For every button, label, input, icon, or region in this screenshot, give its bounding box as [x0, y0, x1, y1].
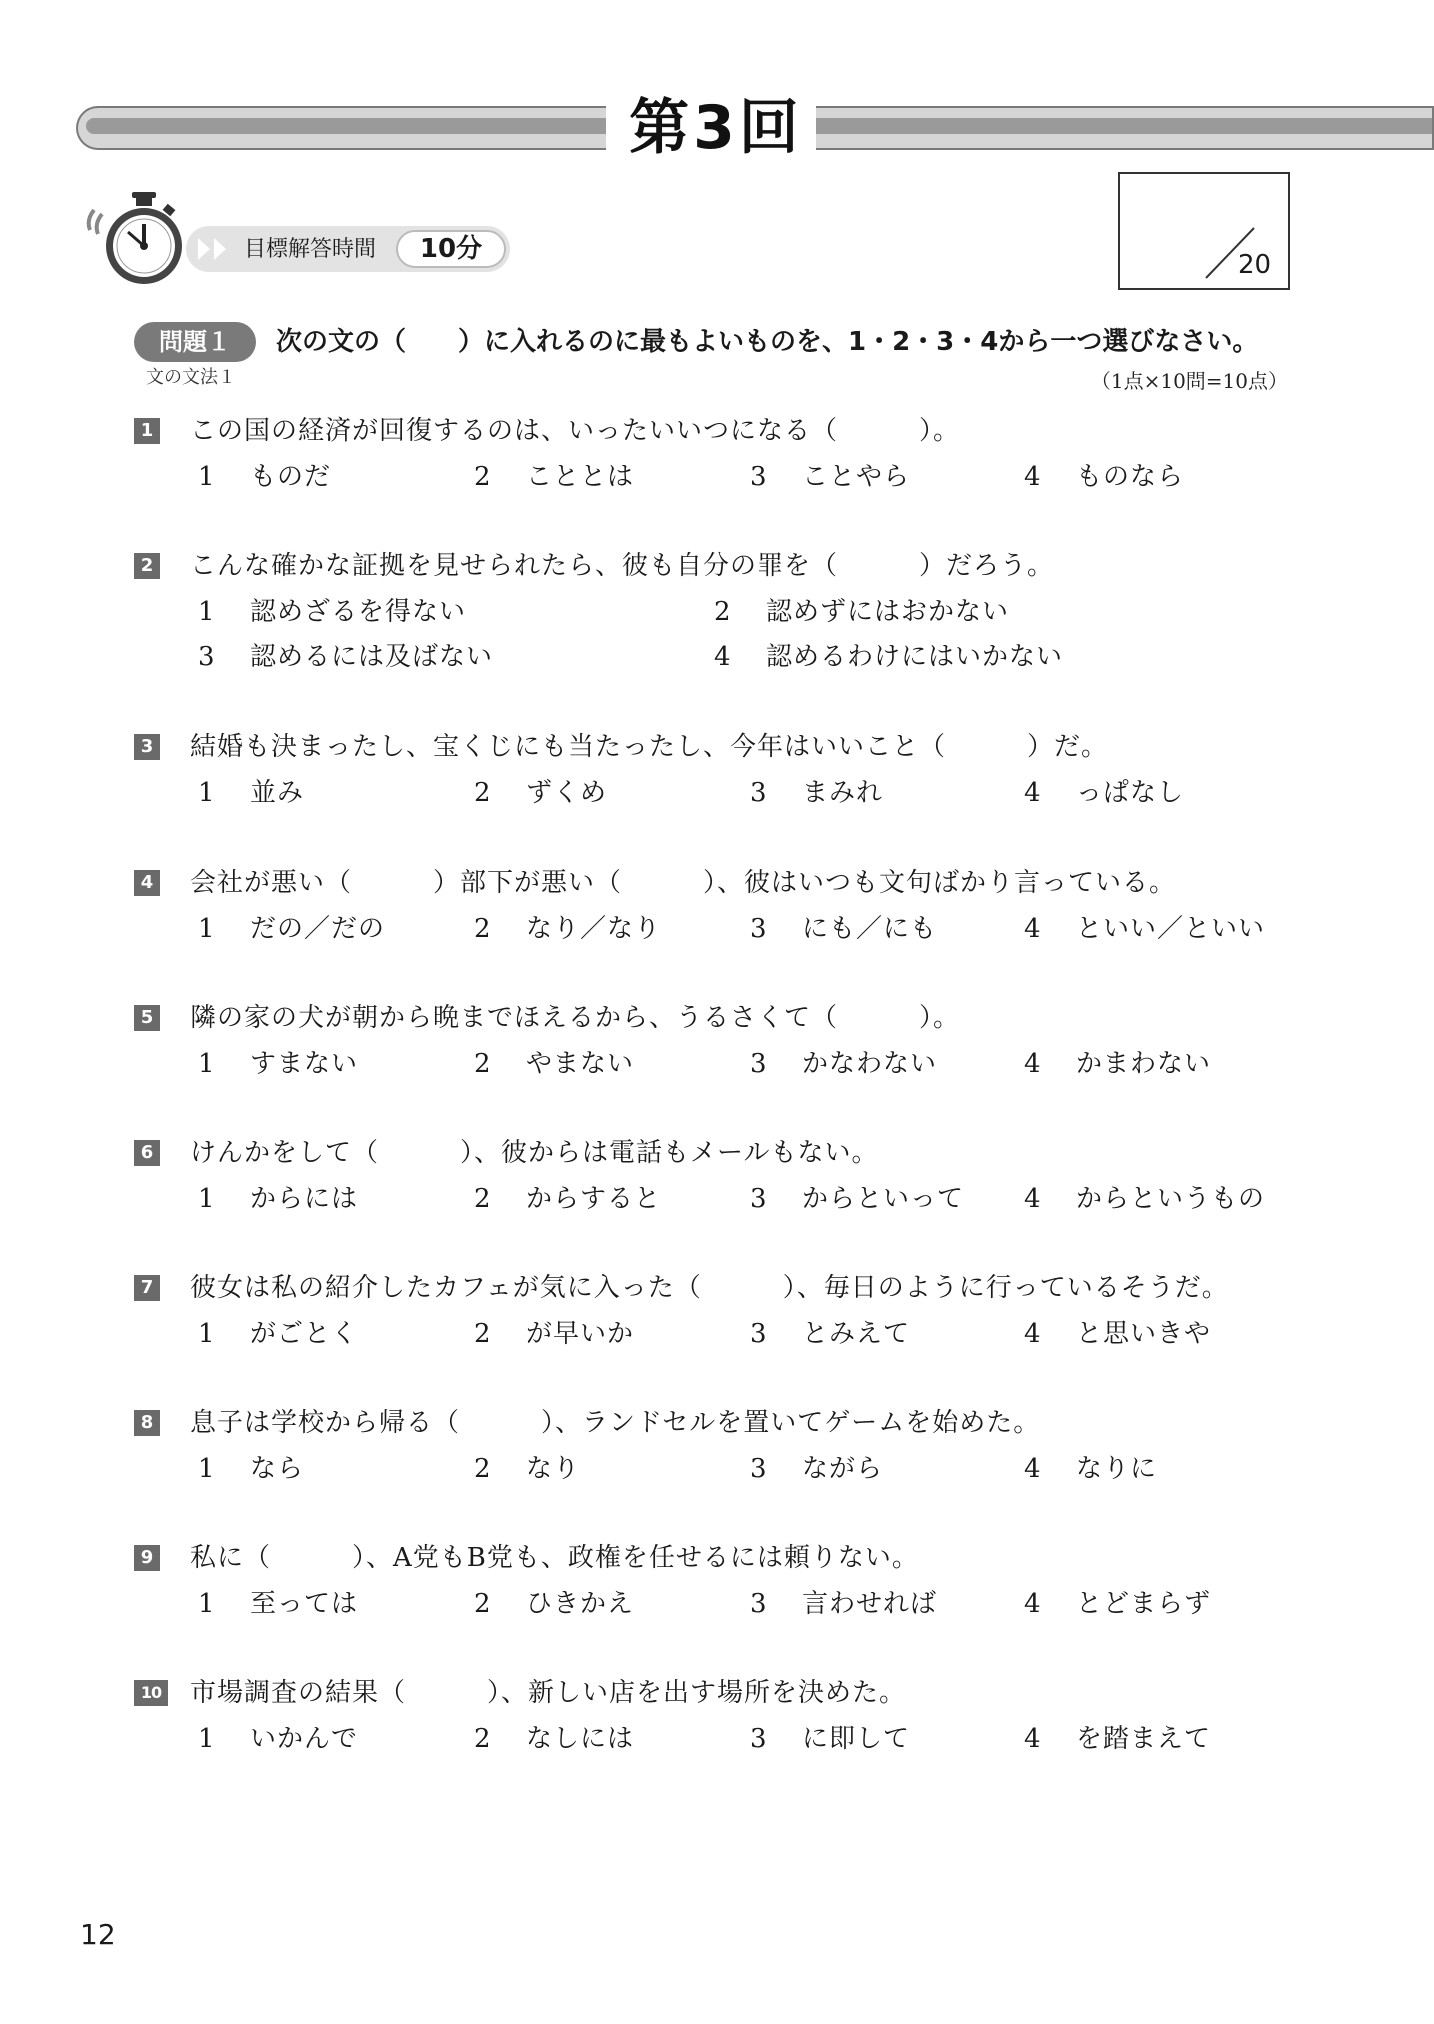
- option-2[interactable]: [474, 460, 634, 494]
- option-3[interactable]: [750, 1317, 910, 1351]
- option-text: だの／だの: [250, 914, 386, 944]
- option-2[interactable]: [474, 776, 607, 810]
- question-number: 9: [134, 1545, 160, 1571]
- question-text: 隣の家の犬が朝から晩までほえるから、うるさくて（ ）。: [190, 1003, 961, 1033]
- option-number: 4: [1024, 1589, 1042, 1619]
- option-2[interactable]: [474, 1587, 634, 1621]
- option-3[interactable]: [750, 776, 883, 810]
- option-2[interactable]: [474, 1182, 661, 1216]
- question-text: けんかをして（ ）、彼からは電話もメールもない。: [190, 1138, 879, 1168]
- option-number: 3: [750, 1319, 768, 1349]
- title-bar: [76, 93, 1434, 163]
- option-1[interactable]: [198, 1587, 358, 1621]
- option-text: ものなら: [1076, 462, 1185, 492]
- option-number: 1: [198, 1724, 216, 1754]
- option-number: 1: [198, 778, 216, 808]
- option-3[interactable]: [750, 1452, 883, 1486]
- option-text: すまない: [250, 1049, 359, 1079]
- double-chevron-right-icon: [196, 236, 236, 262]
- option-number: 4: [1024, 914, 1042, 944]
- option-number: 2: [474, 1454, 492, 1484]
- option-number: 3: [750, 1049, 768, 1079]
- option-4[interactable]: [1024, 1317, 1211, 1351]
- option-3[interactable]: [198, 640, 493, 674]
- option-text: なり: [526, 1454, 581, 1484]
- option-text: 認めるには及ばない: [250, 642, 494, 672]
- question-text: 結婚も決まったし、宝くじにも当たったし、今年はいいこと（ ）だ。: [190, 732, 1109, 762]
- question-text: 会社が悪い（ ）部下が悪い（ ）、彼はいつも文句ばかり言っている。: [190, 868, 1177, 898]
- option-3[interactable]: [750, 460, 910, 494]
- option-number: 2: [474, 778, 492, 808]
- question-text: こんな確かな証拠を見せられたら、彼も自分の罪を（ ）だろう。: [190, 551, 1055, 581]
- option-number: 2: [474, 1184, 492, 1214]
- option-number: 1: [198, 1319, 216, 1349]
- timer-value: 10分: [396, 230, 506, 268]
- option-4[interactable]: [1024, 460, 1184, 494]
- option-text: 並み: [250, 778, 305, 808]
- question-text: 私に（ ）、A党もB党も、政権を任せるには頼りない。: [190, 1543, 919, 1573]
- option-4[interactable]: [714, 640, 1063, 674]
- option-text: を踏まえて: [1076, 1724, 1212, 1754]
- option-text: からといって: [802, 1184, 965, 1214]
- option-text: からというもの: [1076, 1184, 1266, 1214]
- score-note: （1点×10問=10点）: [1090, 369, 1288, 393]
- option-1[interactable]: [198, 1722, 358, 1756]
- option-number: 1: [198, 1184, 216, 1214]
- option-number: 3: [750, 1589, 768, 1619]
- option-number: 4: [1024, 1724, 1042, 1754]
- question-number: 10: [134, 1680, 168, 1706]
- option-text: に即して: [802, 1724, 911, 1754]
- option-text: こととは: [526, 462, 635, 492]
- option-number: 4: [1024, 778, 1042, 808]
- option-number: 3: [750, 1454, 768, 1484]
- option-text: かなわない: [802, 1049, 938, 1079]
- question-number: 7: [134, 1275, 160, 1301]
- option-text: なりに: [1076, 1454, 1158, 1484]
- question-number: 1: [134, 418, 160, 444]
- option-1[interactable]: [198, 1047, 358, 1081]
- option-text: 言わせれば: [802, 1589, 938, 1619]
- option-number: 4: [1024, 1319, 1042, 1349]
- option-3[interactable]: [750, 912, 937, 946]
- stopwatch-icon: [84, 190, 194, 290]
- option-text: なら: [250, 1454, 305, 1484]
- option-text: がごとく: [250, 1319, 359, 1349]
- option-number: 4: [1024, 1049, 1042, 1079]
- option-number: 1: [198, 462, 216, 492]
- option-number: 1: [198, 1049, 216, 1079]
- option-2[interactable]: [474, 912, 661, 946]
- option-number: 2: [474, 462, 492, 492]
- question-number: 3: [134, 734, 160, 760]
- option-1[interactable]: [198, 1452, 304, 1486]
- question-text: この国の経済が回復するのは、いったいいつになる（ ）。: [190, 416, 961, 446]
- section-subtitle: 文の文法１: [146, 367, 236, 388]
- option-text: なしには: [526, 1724, 635, 1754]
- option-4[interactable]: [1024, 776, 1184, 810]
- option-number: 1: [198, 597, 216, 627]
- option-text: かまわない: [1076, 1049, 1212, 1079]
- question-number: 2: [134, 553, 160, 579]
- option-number: 2: [474, 1724, 492, 1754]
- option-text: からすると: [526, 1184, 662, 1214]
- option-4[interactable]: [1024, 1047, 1211, 1081]
- option-number: 2: [714, 597, 732, 627]
- option-text: ひきかえ: [526, 1589, 635, 1619]
- option-number: 3: [750, 462, 768, 492]
- option-number: 3: [750, 1184, 768, 1214]
- option-number: 1: [198, 914, 216, 944]
- option-number: 3: [198, 642, 216, 672]
- option-text: が早いか: [526, 1319, 635, 1349]
- question-number: 4: [134, 870, 160, 896]
- option-4[interactable]: [1024, 1452, 1157, 1486]
- option-text: 至っては: [250, 1589, 359, 1619]
- mondai-badge: 問題１: [134, 322, 256, 362]
- option-number: 3: [750, 778, 768, 808]
- option-text: やまない: [526, 1049, 635, 1079]
- option-text: と思いきや: [1076, 1319, 1212, 1349]
- option-text: ものだ: [250, 462, 332, 492]
- option-number: 1: [198, 1589, 216, 1619]
- page-number: 12: [80, 1918, 116, 1951]
- option-3[interactable]: [750, 1587, 937, 1621]
- option-number: 4: [1024, 1454, 1042, 1484]
- option-text: 認めずにはおかない: [766, 597, 1010, 627]
- option-text: にも／にも: [802, 914, 938, 944]
- option-4[interactable]: [1024, 912, 1265, 946]
- option-2[interactable]: [714, 595, 1009, 629]
- option-1[interactable]: [198, 776, 304, 810]
- option-number: 2: [474, 914, 492, 944]
- option-number: 4: [1024, 462, 1042, 492]
- option-text: ことやら: [802, 462, 911, 492]
- option-4[interactable]: [1024, 1587, 1211, 1621]
- option-1[interactable]: [198, 1317, 358, 1351]
- option-1[interactable]: [198, 1182, 358, 1216]
- question-text: 彼女は私の紹介したカフェが気に入った（ ）、毎日のように行っているそうだ。: [190, 1273, 1229, 1303]
- option-1[interactable]: [198, 595, 466, 629]
- option-number: 3: [750, 1724, 768, 1754]
- option-number: 2: [474, 1319, 492, 1349]
- option-3[interactable]: [750, 1182, 964, 1216]
- option-text: とどまらず: [1076, 1589, 1212, 1619]
- option-4[interactable]: [1024, 1722, 1211, 1756]
- score-max: 20: [1238, 250, 1272, 280]
- option-number: 1: [198, 1454, 216, 1484]
- option-text: といい／といい: [1076, 914, 1266, 944]
- option-text: ながら: [802, 1454, 884, 1484]
- option-3[interactable]: [750, 1047, 937, 1081]
- option-text: からには: [250, 1184, 359, 1214]
- option-1[interactable]: [198, 460, 331, 494]
- question-text: 市場調査の結果（ ）、新しい店を出す場所を決めた。: [190, 1678, 907, 1708]
- instruction-text: 次の文の（ ）に入れるのに最もよいものを、1・2・3・4から一つ選びなさい。: [276, 327, 1259, 357]
- option-number: 2: [474, 1589, 492, 1619]
- question-number: 6: [134, 1140, 160, 1166]
- question-number: 5: [134, 1005, 160, 1031]
- option-1[interactable]: [198, 912, 385, 946]
- option-text: いかんで: [250, 1724, 359, 1754]
- option-text: 認めるわけにはいかない: [766, 642, 1064, 672]
- option-text: ずくめ: [526, 778, 608, 808]
- option-number: 4: [1024, 1184, 1042, 1214]
- option-2[interactable]: [474, 1452, 580, 1486]
- option-text: とみえて: [802, 1319, 911, 1349]
- option-number: 2: [474, 1049, 492, 1079]
- timer-label: 目標解答時間: [244, 237, 377, 262]
- title-bar-left: [76, 106, 606, 150]
- option-text: なり／なり: [526, 914, 662, 944]
- page-title: 第3回: [629, 93, 803, 163]
- option-text: 認めざるを得ない: [250, 597, 467, 627]
- option-2[interactable]: [474, 1722, 634, 1756]
- option-4[interactable]: [1024, 1182, 1265, 1216]
- option-number: 3: [750, 914, 768, 944]
- question-text: 息子は学校から帰る（ ）、ランドセルを置いてゲームを始めた。: [190, 1408, 1041, 1438]
- option-text: っぱなし: [1076, 778, 1185, 808]
- option-3[interactable]: [750, 1722, 910, 1756]
- option-2[interactable]: [474, 1047, 634, 1081]
- option-text: まみれ: [802, 778, 884, 808]
- option-2[interactable]: [474, 1317, 634, 1351]
- question-number: 8: [134, 1410, 160, 1436]
- title-bar-right: [816, 106, 1434, 150]
- option-number: 4: [714, 642, 732, 672]
